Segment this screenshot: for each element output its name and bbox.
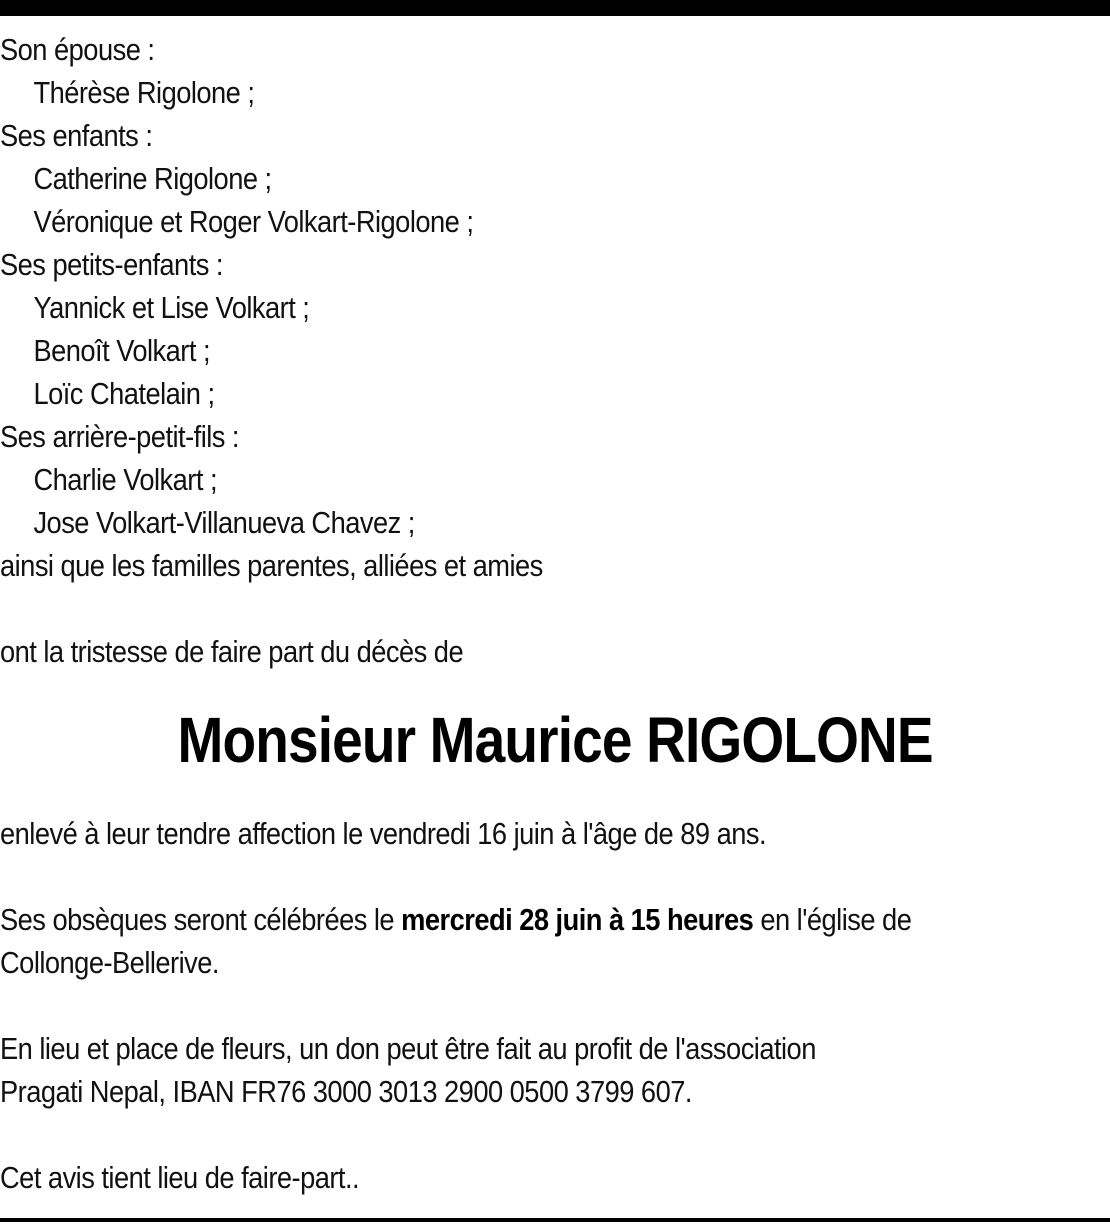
- funeral-date-time: mercredi 28 juin à 15 heures: [401, 902, 754, 937]
- spacer: [0, 984, 1110, 1027]
- great-grandchildren-heading: Ses arrière-petit-fils :: [0, 419, 239, 454]
- grandchild-name: Benoît Volkart ;: [33, 333, 211, 368]
- funeral-line-1: [0, 898, 1110, 941]
- announcement-text: ont la tristesse de faire part du décès de: [0, 634, 464, 669]
- grandchildren-heading: Ses petits-enfants :: [0, 247, 223, 282]
- deceased-name: Monsieur Maurice RIGOLONE: [177, 704, 933, 776]
- spouse-name: Thérèse Rigolone ;: [33, 75, 255, 110]
- funeral-suffix: en l'église de: [753, 902, 912, 937]
- spacer: [0, 855, 1110, 898]
- great-grandchild-name: Charlie Volkart ;: [33, 462, 218, 497]
- child-name: Catherine Rigolone ;: [33, 161, 272, 196]
- footer-note: Cet avis tient lieu de faire-part..: [0, 1160, 360, 1195]
- families-closing: ainsi que les familles parentes, alliées et amies: [0, 548, 543, 583]
- spacer: [0, 587, 1110, 630]
- family-list: [0, 28, 1110, 673]
- donation-line-2: Pragati Nepal, IBAN FR76 3000 3013 2900 0500 3799 607.: [0, 1074, 692, 1109]
- bottom-border-rule: [0, 1218, 1110, 1222]
- grandchild-name: Loïc Chatelain ;: [33, 376, 215, 411]
- passing-text: enlevé à leur tendre affection le vendredi 16 juin à l'âge de 89 ans.: [0, 816, 767, 851]
- donation-line-1: En lieu et place de fleurs, un don peut être fait au profit de l'association: [0, 1031, 816, 1066]
- child-name: Véronique et Roger Volkart-Rigolone ;: [33, 204, 474, 239]
- spacer: [0, 1113, 1110, 1156]
- funeral-place: Collonge-Bellerive.: [0, 945, 219, 980]
- funeral-prefix: Ses obsèques seront célébrées le: [0, 902, 402, 937]
- top-border-rule: [0, 0, 1110, 16]
- great-grandchild-name: Jose Volkart-Villanueva Chavez ;: [33, 505, 415, 540]
- spouse-heading: Son épouse :: [0, 32, 155, 67]
- children-heading: Ses enfants :: [0, 118, 153, 153]
- grandchild-name: Yannick et Lise Volkart ;: [33, 290, 310, 325]
- deceased-name-heading: [0, 700, 1110, 780]
- notice-details: [0, 812, 1110, 1199]
